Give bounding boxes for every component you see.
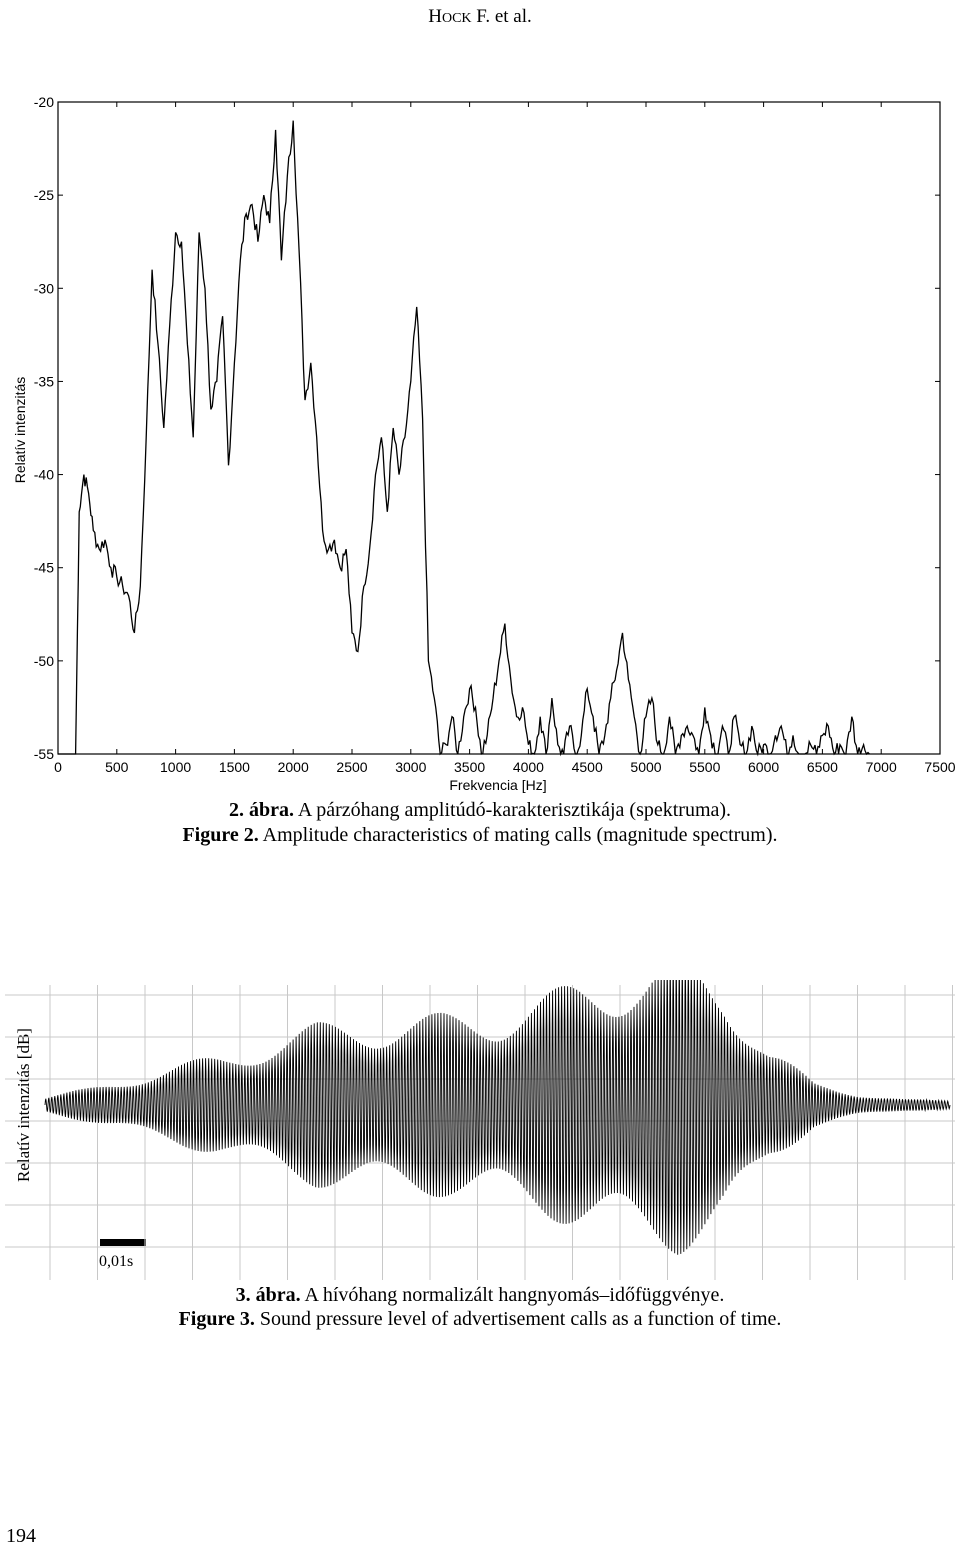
waveform-line bbox=[45, 980, 950, 1255]
figure-2-caption-en: Figure 2. Amplitude characteristics of mating calls (magnitude spectrum). bbox=[182, 824, 778, 846]
y-tick-label: -40 bbox=[33, 466, 54, 483]
spectrum-line bbox=[58, 121, 869, 754]
x-tick-label: 5500 bbox=[689, 759, 721, 775]
figure-3-caption-en: Figure 3. Sound pressure level of advertisement calls as a function of time. bbox=[178, 1308, 782, 1330]
x-tick-label: 2500 bbox=[336, 759, 368, 775]
x-tick-label: 3000 bbox=[395, 759, 427, 775]
page-number: 194 bbox=[6, 1525, 36, 1547]
y-tick-label: -20 bbox=[33, 94, 54, 110]
y-tick-label: -45 bbox=[33, 559, 54, 576]
figure-2-caption-hu: 2. ábra. A párzóhang amplitúdó-karakterisztikája (spektruma). bbox=[228, 799, 732, 821]
y-tick-label: -55 bbox=[33, 746, 54, 762]
x-tick-label: 6500 bbox=[806, 759, 838, 775]
y-axis-label: Relatív intenzitás bbox=[12, 376, 28, 484]
x-tick-label: 2000 bbox=[277, 759, 309, 775]
x-tick-label: 0 bbox=[54, 759, 62, 775]
x-tick-label: 4500 bbox=[571, 759, 603, 775]
y-tick-label: -50 bbox=[33, 652, 54, 669]
scale-bar bbox=[100, 1239, 146, 1246]
y-tick-label: -25 bbox=[33, 187, 54, 204]
y-tick-label: -30 bbox=[33, 280, 54, 297]
scale-bar-label: 0,01s bbox=[99, 1253, 134, 1270]
x-tick-label: 500 bbox=[105, 759, 129, 775]
x-tick-label: 4000 bbox=[512, 759, 544, 775]
x-tick-label: 7500 bbox=[924, 759, 956, 775]
x-tick-label: 1000 bbox=[160, 759, 192, 775]
plot-frame bbox=[58, 102, 940, 754]
x-axis-label: Frekvencia [Hz] bbox=[449, 777, 547, 793]
x-tick-label: 1500 bbox=[218, 759, 250, 775]
running-head: HOCK F. et al. bbox=[428, 6, 532, 27]
figure-3-caption-hu: 3. ábra. A hívóhang normalizált hangnyomás–időfüggvénye. bbox=[235, 1284, 725, 1306]
x-tick-label: 6000 bbox=[748, 759, 780, 775]
y-tick-label: -35 bbox=[33, 373, 54, 390]
x-tick-label: 7000 bbox=[865, 759, 897, 775]
x-tick-label: 3500 bbox=[454, 759, 486, 775]
figure-3-waveform-chart bbox=[0, 980, 960, 1280]
waveform-y-axis-label: Relatív intenzitás [dB] bbox=[14, 1028, 33, 1182]
x-tick-label: 5000 bbox=[630, 759, 662, 775]
